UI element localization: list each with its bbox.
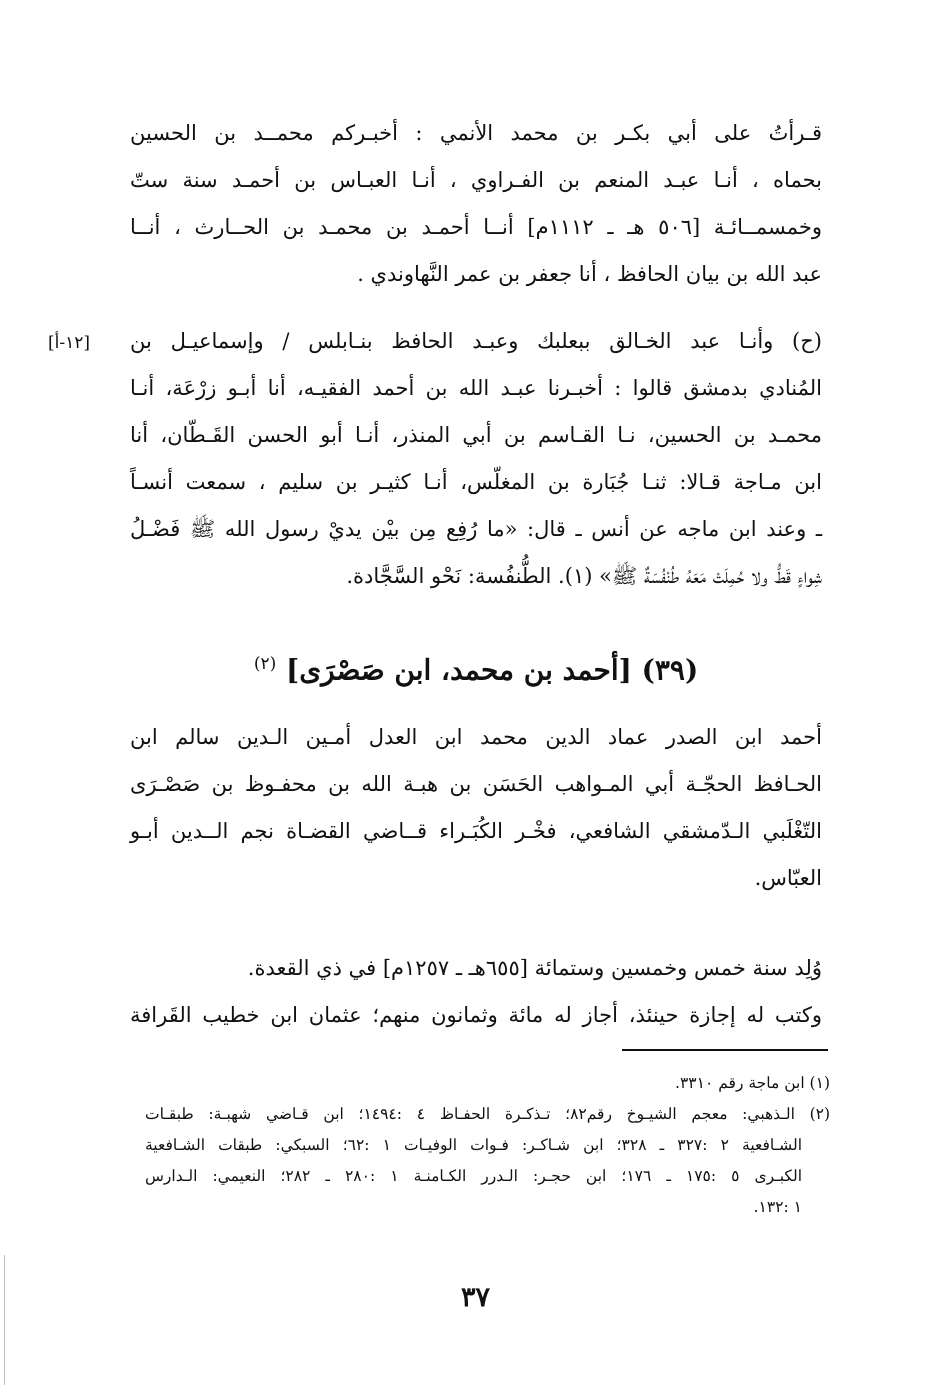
text-line: العبّاس.	[754, 866, 822, 890]
text-line: أحمد ابن الصدر عماد الدين محمد ابن العدل أمـين الـدين سالم ابن	[130, 725, 822, 749]
manuscript-folio-ref: [١٢-أ]	[48, 333, 91, 353]
footnote-line: الكبـرى ٥ :١٧٥ ـ ١٧٦؛ ابن حجـر: الـدرر الكـامنـة ١ :٢٨٠ ـ ٢٨٢؛ النعيمي: الـدارس	[145, 1167, 803, 1185]
footnotes	[145, 1068, 830, 1223]
text-line: قـرأتُ على أبي بكـر بن محمد الأنمي : أخبـركم محمــد بن الحسين	[130, 121, 822, 145]
footnote-line: الشـافعية ٢ :٣٢٧ ـ ٣٢٨؛ ابن شـاكـر: فـوات الوفيـات ١ :٦٢؛ السبكي: طبقات الشـافعية	[145, 1136, 802, 1154]
text-line: المُنادي بدمشق قالوا : أخبـرنا عبـد الله بن أحمد الفقيـه، أنا أبـو زرْعَة، أنـا	[130, 376, 822, 400]
footnote-ref: (٢)	[253, 654, 277, 674]
paragraph-biography	[130, 714, 822, 902]
text-line: ابن مـاجة قـالا: ثنـا جُبَارة بن المغلّس، أنـا كثيـر بن سليم ، سمعت أنسـاً	[130, 470, 822, 494]
text-line: الحـافظ الحجّـة أبي المـواهب الحَسَن بن هبـة الله بن محفـوظ بن صَصْـرَى	[130, 772, 822, 796]
scan-edge-line	[4, 1255, 5, 1385]
footnote-separator	[622, 1049, 828, 1051]
text-line: محمـد بن الحسين، نـا القـاسم بن أبي المنذر، أنـا أبو الحسن القَـطّان، أنا	[130, 423, 822, 447]
text-line: ـ وعند ابن ماجه عن أنس ـ قال: «ما رُفِع مِن بيْن يديْ رسول الله ﷺ فَضْـلُ	[130, 517, 822, 541]
paragraph-reading-chain	[130, 110, 822, 298]
footnote-1	[145, 1068, 830, 1099]
text-line: شِواءٍ قَطُّ ولا حُمِلَتْ مَعَهُ طُنْفُسَةٌ ﷺ» (١). الطُّنفُسة: نَحْو السَّجَّادة.	[346, 564, 822, 588]
footnote-line: (١) ابن ماجة رقم ٣٣١٠.	[675, 1074, 830, 1092]
footnote-2	[145, 1099, 830, 1223]
text-line: وُلِد سنة خمس وخمسين وستمائة [٦٥٥هـ ـ ١٢٥٧م] في ذي القعدة.	[247, 956, 822, 980]
paragraph-birth	[130, 945, 822, 1039]
entry-heading	[130, 640, 822, 694]
text-line: بحماه ، أنـا عبـد المنعم بن الفـراوي ، أنـا العبـاس بن أحمـد سنة ستّ	[130, 168, 822, 192]
entry-heading-text: (٣٩) [أحمد بن محمد، ابن صَصْرَى]	[285, 653, 699, 687]
text-line: التّغْلَبي الـدّمشقي الشافعي، فخْـر الكُبَـراء قــاضي القضـاة نجم الــدين أبـو	[130, 819, 822, 843]
paragraph-hadith	[130, 318, 822, 600]
page-number: ٣٧	[460, 1282, 490, 1313]
text-line: عبد الله بن بيان الحافظ ، أنا جعفر بن عمر النَّهاوندي .	[357, 262, 822, 286]
text-line: (ح) وأنـا عبد الخـالق ببعلبك وعبـد الحافظ بنـابلس / وإسماعيـل بن	[130, 329, 822, 353]
text-line: وكتب له إجازة حينئذ، أجاز له مائة وثمانون منهم؛ عثمان ابن خطيب القَرافة	[130, 1003, 822, 1027]
footnote-line: ١ :١٣٢.	[753, 1198, 802, 1216]
footnote-line: (٢) الـذهبي: معجم الشيـوخ رقم٨٢؛ تـذكـرة الحفـاظ ٤ :١٤٩٤؛ ابن قـاضي شهبـة: طبقـات	[145, 1105, 831, 1123]
text-line: وخمسمــائـة [٥٠٦ هـ ـ ١١١٢م] أنــا أحمـد بن محمـد بن الحــارث ، أنــا	[130, 215, 822, 239]
